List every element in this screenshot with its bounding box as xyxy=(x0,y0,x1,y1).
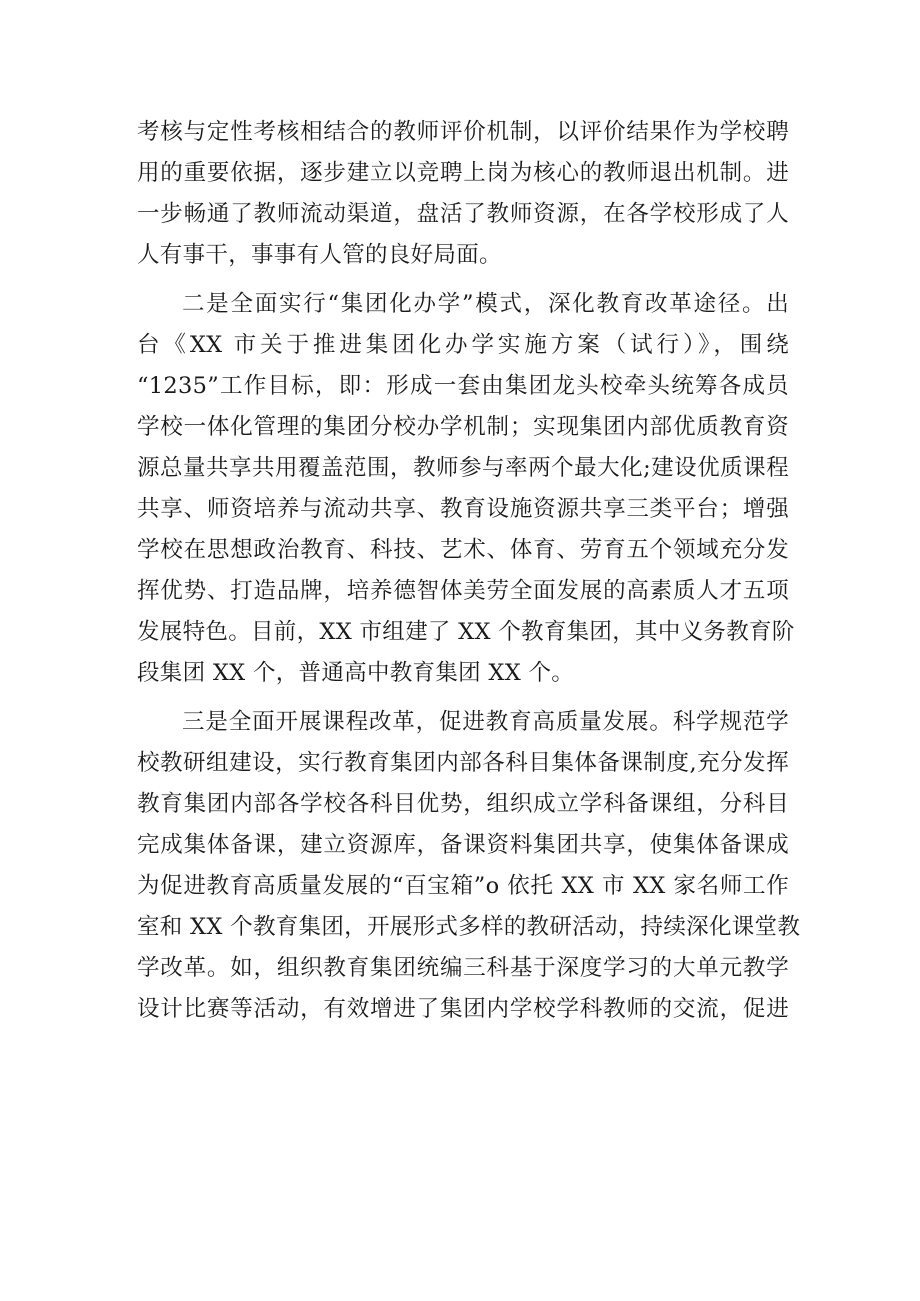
document-body xyxy=(137,112,801,1038)
text-line: 为促进教育高质量发展的“百宝箱”o 依托 XX 市 XX 家名师工作 xyxy=(137,873,789,899)
text-line: “1235”工作目标，即：形成一套由集团龙头校牵头统筹各成员 xyxy=(137,373,789,399)
text-line: 二是全面实行“集团化办学”模式，深化教育改革途径。出 xyxy=(182,291,789,317)
paragraph-3 xyxy=(137,702,801,1030)
text-line: 段集团 XX 个，普通高中教育集团 XX 个。 xyxy=(137,660,575,686)
text-line: 设计比赛等活动，有效增进了集团内学校学科教师的交流，促进 xyxy=(137,996,789,1022)
text-line: 用的重要依据，逐步建立以竞聘上岗为核心的教师退出机制。进 xyxy=(137,160,789,186)
text-line: 一步畅通了教师流动渠道，盘活了教师资源，在各学校形成了人 xyxy=(137,201,789,227)
text-line: 教育集团内部各学校各科目优势，组织成立学科备课组，分科目 xyxy=(137,791,789,817)
paragraph-2 xyxy=(137,284,795,694)
text-line: 校教研组建设，实行教育集团内部各科目集体备课制度,充分发挥 xyxy=(137,750,789,776)
text-line: 人有事干，事事有人管的良好局面。 xyxy=(137,242,502,268)
text-line: 发展特色。目前，XX 市组建了 XX 个教育集团，其中义务教育阶 xyxy=(137,619,795,645)
text-line: 学校一体化管理的集团分校办学机制；实现集团内部优质教育资 xyxy=(137,414,789,440)
text-line: 挥优势、打造品牌，培养德智体美劳全面发展的高素质人才五项 xyxy=(137,578,789,604)
text-line: 学改革。如，组织教育集团统编三科基于深度学习的大单元教学 xyxy=(137,955,789,981)
text-line: 室和 XX 个教育集团，开展形式多样的教研活动，持续深化课堂教 xyxy=(137,914,801,940)
text-line: 台《XX 市关于推进集团化办学实施方案（试行）》，围绕 xyxy=(137,332,789,358)
text-line: 源总量共享共用覆盖范围，教师参与率两个最大化;建设优质课程 xyxy=(137,455,789,481)
paragraph-1 xyxy=(137,112,789,276)
text-line: 考核与定性考核相结合的教师评价机制，以评价结果作为学校聘 xyxy=(137,119,789,145)
text-line: 共享、师资培养与流动共享、教育设施资源共享三类平台；增强 xyxy=(137,496,789,522)
text-line: 学校在思想政治教育、科技、艺术、体育、劳育五个领域充分发 xyxy=(137,537,789,563)
text-line: 完成集体备课，建立资源库，备课资料集团共享，使集体备课成 xyxy=(137,832,789,858)
text-line: 三是全面开展课程改革，促进教育高质量发展。科学规范学 xyxy=(182,709,789,735)
